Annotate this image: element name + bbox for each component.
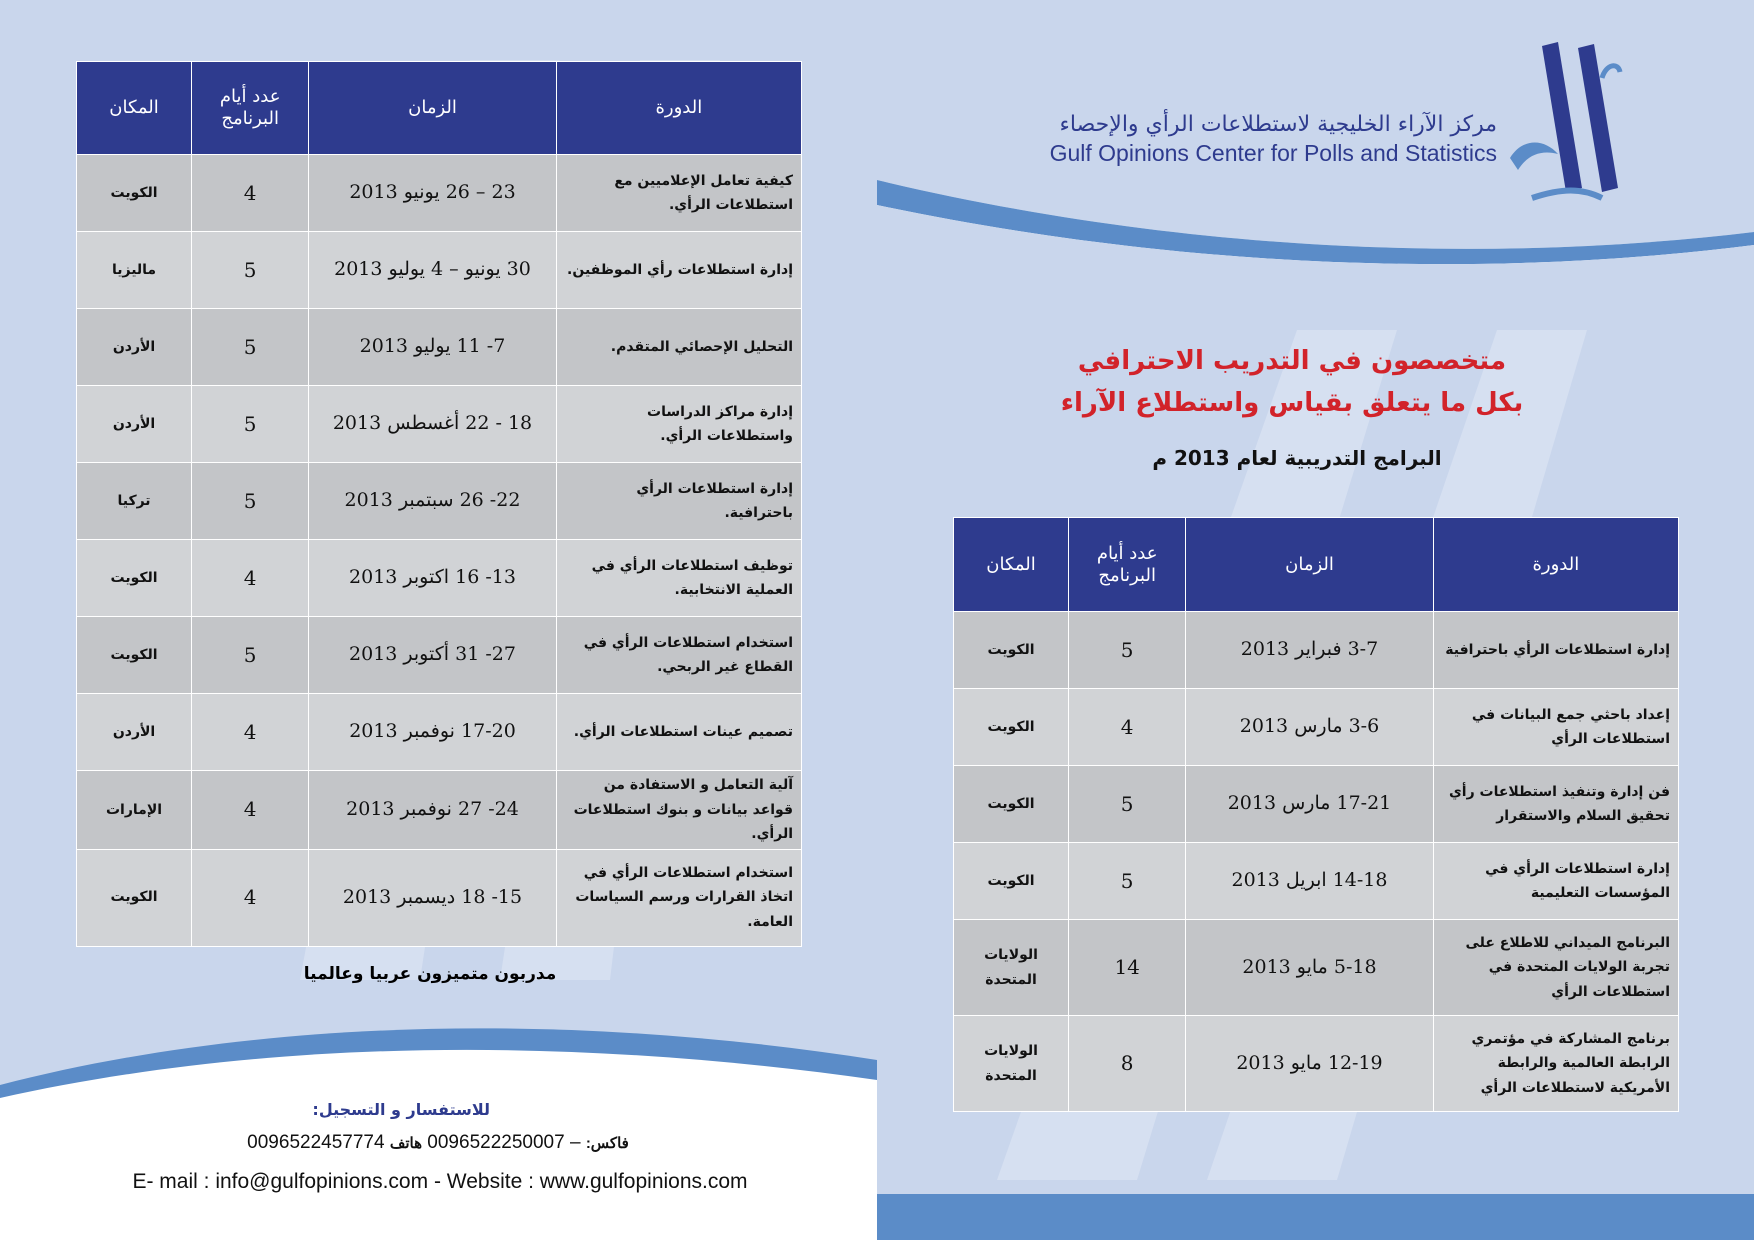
schedule-table-first-half — [953, 517, 1679, 1112]
course-cell: فن إدارة وتنفيذ استطلاعات رأي تحقيق السلام والاستقرار — [1433, 766, 1678, 843]
place-cell: الكويت — [77, 617, 192, 694]
date-cell: 12-19 مايو 2013 — [1186, 1016, 1433, 1112]
course-cell: إدارة استطلاعات الرأي باحترافية — [1433, 612, 1678, 689]
days-cell: 5 — [192, 386, 309, 463]
date-cell: 30 يونيو – 4 يوليو 2013 — [309, 232, 556, 309]
days-cell: 4 — [192, 771, 309, 850]
place-cell: ماليزيا — [77, 232, 192, 309]
days-cell: 4 — [192, 694, 309, 771]
course-cell: إدارة استطلاعات الرأي في المؤسسات التعليمية — [1433, 843, 1678, 920]
logo-english-name: Gulf Opinions Center for Polls and Statistics — [1049, 140, 1497, 166]
date-cell: 22- 26 سبتمبر 2013 — [309, 463, 556, 540]
contact-phone-fax-line: 0096522457774 فاكس: – 0096522250007 هاتف — [247, 1132, 629, 1153]
place-cell: الكويت — [954, 766, 1069, 843]
place-cell: الكويت — [954, 612, 1069, 689]
gulf-opinions-logo-icon — [1502, 38, 1642, 203]
place-cell: الأردن — [77, 694, 192, 771]
schedule-table-second-half — [76, 61, 802, 947]
date-cell: 27- 31 أكتوبر 2013 — [309, 617, 556, 694]
fax-label: فاكس: — [585, 1135, 629, 1152]
phone-label: هاتف — [389, 1135, 423, 1152]
place-cell: الكويت — [77, 155, 192, 232]
course-cell: استخدام استطلاعات الرأي في اتخاذ القرارات ورسم السياسات العامة. — [556, 849, 801, 946]
date-cell: 7- 11 يوليو 2013 — [309, 309, 556, 386]
table-row — [77, 540, 802, 617]
table-row — [77, 771, 802, 850]
fax-number: 0096522457774 — [247, 1132, 385, 1153]
table-row — [77, 309, 802, 386]
website-link[interactable]: www.gulfopinions.com — [539, 1170, 748, 1193]
days-cell: 4 — [192, 849, 309, 946]
days-cell: 5 — [1069, 843, 1186, 920]
header-place: المكان — [77, 62, 192, 155]
days-cell: 5 — [192, 309, 309, 386]
date-cell: 13- 16 اكتوبر 2013 — [309, 540, 556, 617]
place-cell: الإمارات — [77, 771, 192, 850]
table-row — [954, 612, 1679, 689]
headline-line-2: بكل ما يتعلق بقياس واستطلاع الآراء — [1060, 388, 1524, 418]
table-row — [77, 849, 802, 946]
date-cell: 14-18 ابريل 2013 — [1186, 843, 1433, 920]
table-row — [77, 155, 802, 232]
days-cell: 5 — [192, 617, 309, 694]
place-cell: الأردن — [77, 309, 192, 386]
place-cell: الكويت — [954, 843, 1069, 920]
date-cell: 23 – 26 يونيو 2013 — [309, 155, 556, 232]
date-cell: 3-6 مارس 2013 — [1186, 689, 1433, 766]
trainers-note: مدربون متميزون عربيا وعالميا — [303, 964, 557, 984]
date-cell: 24- 27 نوفمبر 2013 — [309, 771, 556, 850]
date-cell: 17-21 مارس 2013 — [1186, 766, 1433, 843]
table-row — [954, 1016, 1679, 1112]
email-link[interactable]: info@gulfopinions.com — [215, 1170, 429, 1193]
course-cell: استخدام استطلاعات الرأي في القطاع غير الربحي. — [556, 617, 801, 694]
course-cell: آلية التعامل و الاستفادة من قواعد بيانات و بنوك استطلاعات الرأي. — [556, 771, 801, 850]
place-cell: تركيا — [77, 463, 192, 540]
website-label: Website : — [446, 1170, 534, 1193]
table-row — [77, 617, 802, 694]
contact-web-line: E- mail : info@gulfopinions.com - Website : www.gulfopinions.com — [132, 1170, 748, 1193]
place-cell: الكويت — [954, 689, 1069, 766]
course-cell: إعداد باحثي جمع البيانات في استطلاعات الرأي — [1433, 689, 1678, 766]
days-cell: 4 — [192, 155, 309, 232]
right-panel — [877, 0, 1754, 1240]
days-cell: 5 — [192, 232, 309, 309]
table-row — [77, 232, 802, 309]
days-cell: 4 — [1069, 689, 1186, 766]
place-cell: الولايات المتحدة — [954, 1016, 1069, 1112]
date-cell: 18 - 22 أغسطس 2013 — [309, 386, 556, 463]
place-cell: الكويت — [77, 849, 192, 946]
course-cell: برنامج المشاركة في مؤتمري الرابطة العالمية والرابطة الأمريكية لاستطلاعات الرأي — [1433, 1016, 1678, 1112]
place-cell: الولايات المتحدة — [954, 920, 1069, 1016]
headline-line-1: متخصصون في التدريب الاحترافي — [1077, 346, 1507, 376]
place-cell: الأردن — [77, 386, 192, 463]
course-cell: تصميم عينات استطلاعات الرأي. — [556, 694, 801, 771]
table-row — [77, 463, 802, 540]
date-cell: 3-7 فبراير 2013 — [1186, 612, 1433, 689]
course-cell: توظيف استطلاعات الرأي في العملية الانتخابية. — [556, 540, 801, 617]
email-label: E- mail : — [132, 1170, 210, 1193]
header-date: الزمان — [1186, 518, 1433, 612]
course-cell: إدارة استطلاعات رأي الموظفين. — [556, 232, 801, 309]
header-place: المكان — [954, 518, 1069, 612]
table-row — [77, 386, 802, 463]
header-course: الدورة — [1433, 518, 1678, 612]
program-subtitle: البرامج التدريبية لعام 2013 م — [1152, 446, 1442, 470]
course-cell: البرنامج الميداني للاطلاع على تجربة الولايات المتحدة في استطلاعات الرأي — [1433, 920, 1678, 1016]
table-row — [77, 694, 802, 771]
course-cell: كيفية تعامل الإعلاميين مع استطلاعات الرأي. — [556, 155, 801, 232]
logo-arabic-name: مركز الآراء الخليجية لاستطلاعات الرأي والإحصاء — [1059, 112, 1497, 137]
header-days: عدد أيام البرنامج — [192, 62, 309, 155]
contact-heading: للاستفسار و التسجيل: — [312, 1100, 490, 1119]
days-cell: 5 — [192, 463, 309, 540]
phone-number: 0096522250007 — [427, 1132, 565, 1153]
days-cell: 8 — [1069, 1016, 1186, 1112]
days-cell: 5 — [1069, 612, 1186, 689]
table-row — [954, 689, 1679, 766]
header-course: الدورة — [556, 62, 801, 155]
days-cell: 14 — [1069, 920, 1186, 1016]
course-cell: إدارة استطلاعات الرأي باحترافية. — [556, 463, 801, 540]
table-row — [954, 920, 1679, 1016]
days-cell: 5 — [1069, 766, 1186, 843]
course-cell: التحليل الإحصائي المتقدم. — [556, 309, 801, 386]
table-row — [954, 843, 1679, 920]
header-date: الزمان — [309, 62, 556, 155]
header-days: عدد أيام البرنامج — [1069, 518, 1186, 612]
place-cell: الكويت — [77, 540, 192, 617]
course-cell: إدارة مراكز الدراسات واستطلاعات الرأي. — [556, 386, 801, 463]
date-cell: 5-18 مايو 2013 — [1186, 920, 1433, 1016]
table-row — [954, 766, 1679, 843]
date-cell: 15- 18 ديسمبر 2013 — [309, 849, 556, 946]
days-cell: 4 — [192, 540, 309, 617]
date-cell: 17-20 نوفمبر 2013 — [309, 694, 556, 771]
